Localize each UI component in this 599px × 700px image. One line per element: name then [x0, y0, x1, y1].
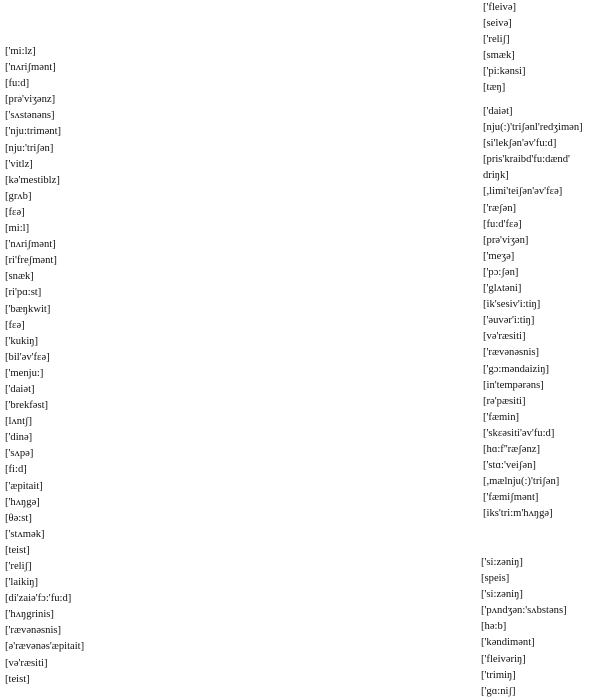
phonetic-entry: [prə'viʒən]: [483, 234, 529, 246]
left-phonetic-column: [5, 44, 84, 688]
phonetic-entry: ['rævənəsnis]: [483, 347, 540, 359]
phonetic-entry: [teist]: [5, 544, 30, 556]
phonetic-entry: [pris'kraibd'fu:dænd': [483, 154, 570, 166]
phonetic-entry: [grʌb]: [5, 190, 32, 202]
phonetic-entry: driŋk]: [483, 170, 509, 182]
phonetic-entry: [mi:l]: [5, 223, 30, 235]
phonetic-entry: ['gɑ:niʃ]: [481, 685, 516, 697]
phonetic-entry: ['dinə]: [5, 432, 33, 444]
phonetic-entry: ['sʌstənəns]: [5, 110, 55, 122]
phonetic-entry: [smæk]: [483, 50, 515, 62]
phonetic-entry: [si'lekʃən'əv'fu:d]: [483, 138, 557, 150]
phonetic-entry: ['nʌriʃmənt]: [5, 62, 56, 74]
phonetic-entry: [bil'əv'fεə]: [5, 351, 50, 363]
phonetic-entry: ['sʌpə]: [5, 448, 34, 460]
phonetic-entry: ['əuvər'i:tiŋ]: [483, 315, 535, 327]
phonetic-entry: ['stʌmək]: [5, 528, 45, 540]
phonetic-entry: [hə:b]: [481, 621, 507, 633]
phonetic-entry: ['skεəsiti'əv'fu:d]: [483, 427, 555, 439]
phonetic-entry: ['pʌndʒən:'sʌbstəns]: [481, 605, 567, 617]
phonetic-entry: ['pɔ:ʃən]: [483, 266, 519, 278]
phonetic-entry: [θə:st]: [5, 512, 32, 524]
phonetic-entry: [fεə]: [5, 206, 25, 218]
phonetic-entry: ['fleivə]: [483, 2, 517, 13]
phonetic-entry: [iks'tri:m'hʌŋgə]: [483, 508, 553, 520]
phonetic-entry: ['fæmiʃmənt]: [483, 492, 539, 504]
right-phonetic-column-bottom: [481, 555, 567, 700]
phonetic-entry: [tæŋ]: [483, 82, 506, 94]
phonetic-entry: ['pi:kənsi]: [483, 66, 526, 78]
phonetic-entry: [nju(:)'triʃənl'redʒimən]: [483, 122, 583, 134]
phonetic-entry: [ə'rævənəs'æpitait]: [5, 641, 85, 653]
right-phonetic-column-middle: [483, 104, 583, 522]
phonetic-entry: [rə'pæsiti]: [483, 395, 526, 407]
phonetic-entry: ['stɑ:'veiʃən]: [483, 460, 536, 472]
phonetic-entry: ['glʌtəni]: [483, 283, 522, 295]
phonetic-entry: ['kəndimənt]: [481, 637, 535, 649]
phonetic-entry: [fu:d]: [5, 78, 30, 90]
phonetic-entry: [ik'sesiv'i:tiŋ]: [483, 299, 541, 311]
phonetic-entry: ['daiət]: [5, 383, 35, 395]
phonetic-entry: ['æpitait]: [5, 480, 43, 492]
phonetic-entry: ['hʌŋgrinis]: [5, 609, 54, 621]
phonetic-entry: ['vitlz]: [5, 158, 33, 170]
phonetic-entry: ['reliʃ]: [483, 34, 510, 46]
phonetic-entry: [kə'mestiblz]: [5, 174, 60, 186]
phonetic-entry: [snæk]: [5, 271, 34, 283]
phonetic-entry: ['si:zəniŋ]: [481, 557, 523, 568]
phonetic-entry: ['menju:]: [5, 367, 44, 379]
phonetic-entry: [seivə]: [483, 18, 512, 30]
phonetic-entry: [ri'freʃmənt]: [5, 255, 57, 267]
phonetic-entry: ['trimiŋ]: [481, 669, 516, 681]
phonetic-entry: [prə'viʒənz]: [5, 94, 56, 106]
phonetic-entry: [fu:d'fεə]: [483, 218, 522, 230]
phonetic-entry: [,mælnju(:)'triʃən]: [483, 476, 560, 488]
phonetic-entry: ['meʒə]: [483, 250, 515, 262]
phonetic-entry: [hɑ:f''ræʃənz]: [483, 443, 541, 455]
phonetic-entry: ['brekfəst]: [5, 400, 49, 412]
phonetic-entry: [fi:d]: [5, 464, 27, 476]
phonetic-entry: ['si:zəniŋ]: [481, 589, 523, 601]
phonetic-entry: [in'tempərəns]: [483, 379, 544, 391]
phonetic-entry: [speis]: [481, 573, 510, 585]
phonetic-entry: ['daiət]: [483, 106, 513, 117]
phonetic-entry: [və'ræsiti]: [483, 331, 526, 343]
phonetic-entry: [di'zaiə'fɔ:'fu:d]: [5, 593, 72, 605]
phonetic-entry: [lʌntʃ]: [5, 416, 33, 428]
phonetic-entry: ['reliʃ]: [5, 561, 32, 572]
phonetic-entry: ['gɔ:məndaiziŋ]: [483, 363, 549, 375]
phonetic-entry: ['bæŋkwit]: [5, 303, 51, 315]
right-phonetic-column-top: [483, 0, 526, 97]
phonetic-entry: [nju:'triʃən]: [5, 142, 54, 154]
phonetic-entry: ['hʌŋgə]: [5, 496, 40, 508]
phonetic-entry: ['fleivəriŋ]: [481, 653, 526, 665]
phonetic-entry: [,limi'teiʃən'əv'fεə]: [483, 186, 563, 198]
phonetic-entry: [teist]: [5, 673, 30, 685]
phonetic-entry: ['laikiŋ]: [5, 577, 39, 589]
phonetic-entry: ['ræʃən]: [483, 202, 517, 214]
phonetic-entry: ['rævənəsnis]: [5, 625, 62, 637]
phonetic-entry: ['nʌriʃmənt]: [5, 239, 56, 251]
phonetic-entry: ['fæmin]: [483, 411, 520, 423]
phonetic-entry: ['kukiŋ]: [5, 335, 39, 347]
phonetic-entry: [və'ræsiti]: [5, 657, 48, 669]
phonetic-entry: ['nju:trimənt]: [5, 126, 62, 138]
phonetic-entry: [ri'pɑ:st]: [5, 287, 42, 299]
phonetic-entry: [fεə]: [5, 319, 25, 331]
phonetic-entry: ['mi:lz]: [5, 46, 36, 57]
